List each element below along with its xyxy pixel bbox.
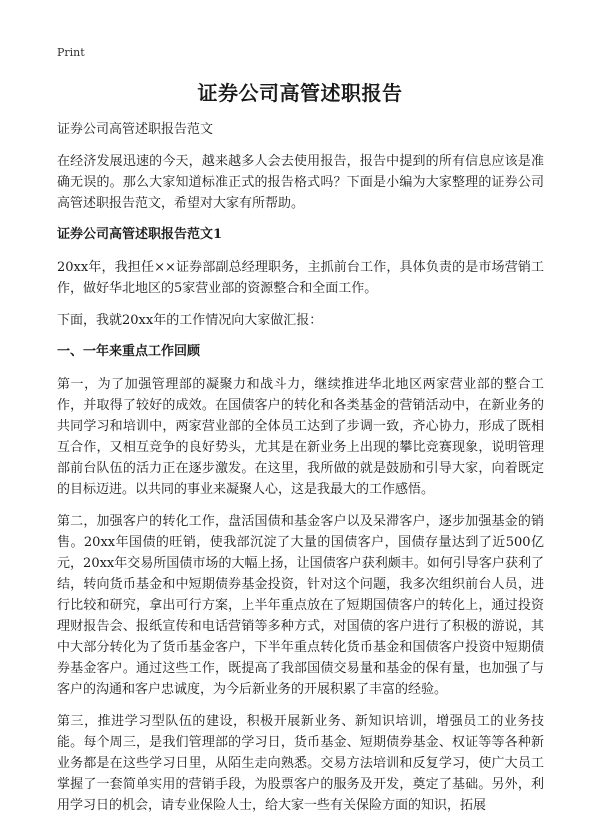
print-link[interactable]: Print [57,46,85,59]
paragraph-4: 第二，加强客户的转化工作，盘活国债和基金客户以及呆滞客户，逐步加强基金的销售。20xx年国债的旺销，使我部沉淀了大量的国债客户，国债存量达到了近500亿元，20xx年交易所国债市场的大幅上扬，让国债客户获利颇丰。如何引导客户获利了结，转向货币基金和中短期债券基金投资，针对这个问题，我多次组织前台人员，进行比较和研究，拿出可行方案，上半年重点放在了短期国债客户的转化上，通过投资理财报告会、报纸宣传和电话营销等多种方式，对国债的客户进行了积极的游说，其中大部分转化为了货币基金客户，下半年重点转化货币基金和国债客户投资中短期债券基金客户。通过这些工作，既提高了我部国债交易量和基金的保有量，也加强了与客户的沟通和客户忠诚度，为今后新业务的开展积累了丰富的经验。 [57,514,544,697]
paragraph-5: 第三，推进学习型队伍的建设，积极开展新业务、新知识培训，增强员工的业务技能。每个周三，是我们管理部的学习日，货币基金、短期债券基金、权证等等各种新业务都是在这些学习日里，从陌生走向熟悉。交易方法培训和反复学习，使广大员工掌握了一套简单实用的营销手段，为股票客户的服务及开发，奠定了基础。另外，利用学习日的机会，请专业保险人士，给大家一些有关保险方面的知识，拓展 [57,714,544,813]
document-body [57,120,544,827]
document-subtitle: 证券公司高管述职报告范文 [57,122,214,137]
paragraph-3: 第一，为了加强管理部的凝聚力和战斗力，继续推进华北地区两家营业部的整合工作，并取得了较好的成效。在国债客户的转化和各类基金的营销活动中，在新业务的共同学习和培训中，两家营业部的全体员工达到了步调一致，齐心协力，形成了既相互合作，又相互竞争的良好势头，尤其是在新业务上出现的攀比竞赛现象，说明管理部前台队伍的活力正在逐步激发。在这里，我所做的就是鼓励和引导大家，向着既定的目标迈进。以共同的事业来凝聚人心，这是我最大的工作感悟。 [57,377,544,497]
subsection-heading: 一、一年来重点工作回顾 [57,344,201,359]
section-heading: 证券公司高管述职报告范文1 [57,227,223,242]
paragraph-1: 20xx年，我担任××证券部副总经理职务，主抓前台工作，具体负责的是市场营销工作，做好华北地区的5家营业部的资源整合和全面工作。 [57,260,544,296]
document-title: 证券公司高管述职报告 [197,81,403,105]
paragraph-2: 下面，我就20xx年的工作情况向大家做汇报： [57,313,323,328]
intro-paragraph: 在经济发展迅速的今天，越来越多人会去使用报告，报告中提到的所有信息应该是准确无误的。那么大家知道标准正式的报告格式吗？下面是小编为大家整理的证券公司高管述职报告范文，希望对大家有所帮助。 [57,154,544,211]
